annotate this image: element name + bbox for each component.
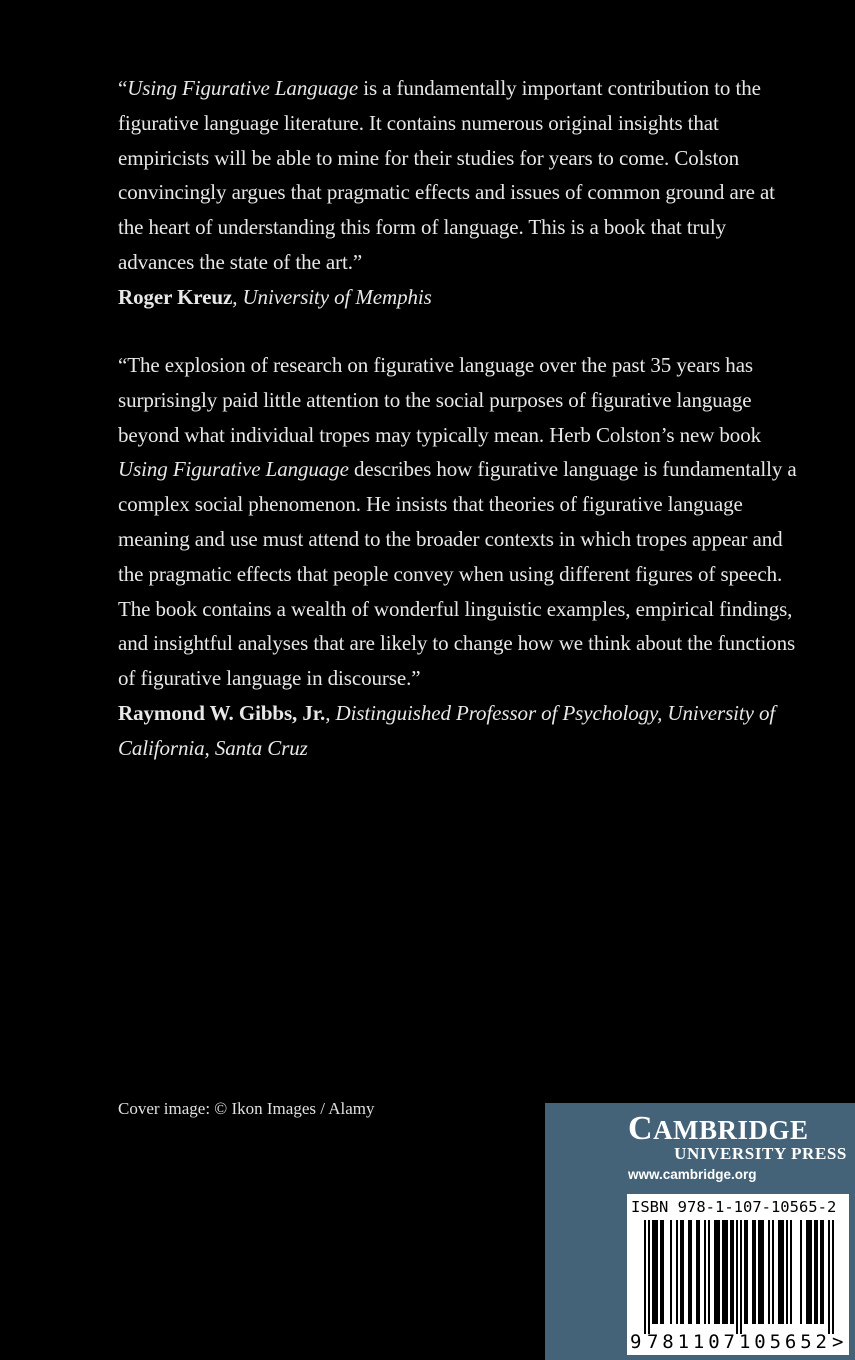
barcode-bar: [724, 1220, 726, 1324]
barcode-bar: [676, 1220, 678, 1324]
barcode-bar: [778, 1220, 780, 1324]
barcode-bar: [648, 1220, 650, 1334]
university-press-label: UNIVERSITY PRESS: [674, 1144, 847, 1163]
barcode-bar: [806, 1220, 808, 1324]
barcode-bar: [814, 1220, 816, 1324]
quote-1-book-title: Using Figurative Language: [127, 76, 359, 100]
barcode-bar: [716, 1220, 718, 1324]
barcode-bar: [790, 1220, 792, 1324]
barcode-bar: [644, 1220, 646, 1334]
barcode-bar: [708, 1220, 710, 1324]
barcode-bar: [670, 1220, 672, 1324]
barcode-bar: [746, 1220, 748, 1324]
barcode-bar: [714, 1220, 716, 1324]
barcode-bar: [800, 1220, 802, 1324]
cambridge-logo: CAMBRIDGE: [628, 1110, 809, 1147]
barcode-bar: [744, 1220, 746, 1324]
barcode-right-digits: 105652: [739, 1331, 827, 1353]
barcode-bar: [780, 1220, 782, 1324]
barcode-bar: [660, 1220, 662, 1324]
quote-1-text: “Using Figurative Language is a fundamentally important contribution to the figurative language literature. It contains numerous original insights that empiricists will be able to mine for their studies for years to come. Colston convincingly argues that pragmatic effects and issues of common ground are at the heart of understanding this form of language. This is a book that truly advances the state of the art.”: [118, 76, 775, 274]
barcode-graphic: [627, 1218, 849, 1355]
barcode-bar: [762, 1220, 764, 1324]
endorsement-quote-1: [118, 71, 798, 315]
barcode-bar: [656, 1220, 658, 1324]
barcode-bar: [782, 1220, 784, 1324]
barcode-bar: [758, 1220, 760, 1324]
barcode-bar: [808, 1220, 810, 1324]
barcode-bar: [816, 1220, 818, 1324]
isbn-barcode: [627, 1194, 849, 1355]
barcode-bar: [810, 1220, 812, 1324]
quote-1-author: Roger Kreuz: [118, 284, 233, 309]
barcode-bar: [820, 1220, 822, 1324]
endorsement-quote-2: [118, 348, 798, 766]
quote-2-author: Raymond W. Gibbs, Jr.: [118, 700, 326, 725]
quote-1-affiliation: , University of Memphis: [232, 284, 432, 309]
barcode-bar: [696, 1220, 698, 1324]
barcode-bar: [828, 1220, 830, 1334]
barcode-bar: [722, 1220, 724, 1324]
barcode-bar: [752, 1220, 754, 1324]
barcode-bar: [772, 1220, 774, 1324]
barcode-bar: [740, 1220, 742, 1334]
barcode-bar: [704, 1220, 706, 1324]
barcode-end-mark: >: [832, 1331, 844, 1353]
isbn-label: ISBN 978-1-107-10565-2: [631, 1198, 837, 1216]
quote-2-book-title: Using Figurative Language: [118, 457, 349, 482]
quote-1-attribution: [118, 280, 798, 315]
barcode-bar: [652, 1220, 654, 1324]
barcode-bar: [730, 1220, 732, 1324]
barcode-bar: [698, 1220, 700, 1324]
quote-2-text: “The explosion of research on figurative language over the past 35 years has surprisingly paid little attention to the social purposes of figurative language beyond what individual tropes may typically mean. Herb Colston’s new book Using Figurative Language describes how figurative language is fundamentally a complex social phenomenon. He insists that theories of figurative language meaning and use must attend to the broader contexts in which tropes appear and the pragmatic effects that people convey when using different figures of speech. The book contains a wealth of wonderful linguistic examples, empirical findings, and insightful analyses that are likely to change how we think about the functions of figurative language in discourse.”: [118, 353, 797, 691]
barcode-bar: [736, 1220, 738, 1334]
barcode-bar: [690, 1220, 692, 1324]
quote-2-attribution: [118, 696, 798, 766]
barcode-bar: [688, 1220, 690, 1324]
barcode-bars: [644, 1220, 834, 1334]
barcode-bar: [754, 1220, 756, 1324]
barcode-bar: [732, 1220, 734, 1324]
barcode-bar: [832, 1220, 834, 1334]
barcode-bar: [654, 1220, 656, 1324]
cover-image-credit: Cover image: © Ikon Images / Alamy: [118, 1099, 375, 1118]
barcode-bar: [786, 1220, 788, 1324]
barcode-lead-digit: 9: [630, 1331, 642, 1353]
barcode-bar: [726, 1220, 728, 1324]
barcode-bar: [768, 1220, 770, 1324]
publisher-url: www.cambridge.org: [628, 1167, 757, 1182]
barcode-bar: [662, 1220, 664, 1324]
quote-2-affiliation: , Distinguished Professor of Psychology, University of California, Santa Cruz: [118, 700, 776, 760]
barcode-bar: [682, 1220, 684, 1324]
barcode-bar: [680, 1220, 682, 1324]
barcode-bar: [822, 1220, 824, 1324]
barcode-bar: [760, 1220, 762, 1324]
barcode-left-digits: 781107: [647, 1331, 735, 1353]
barcode-bar: [718, 1220, 720, 1324]
publisher-panel: [545, 1103, 855, 1360]
